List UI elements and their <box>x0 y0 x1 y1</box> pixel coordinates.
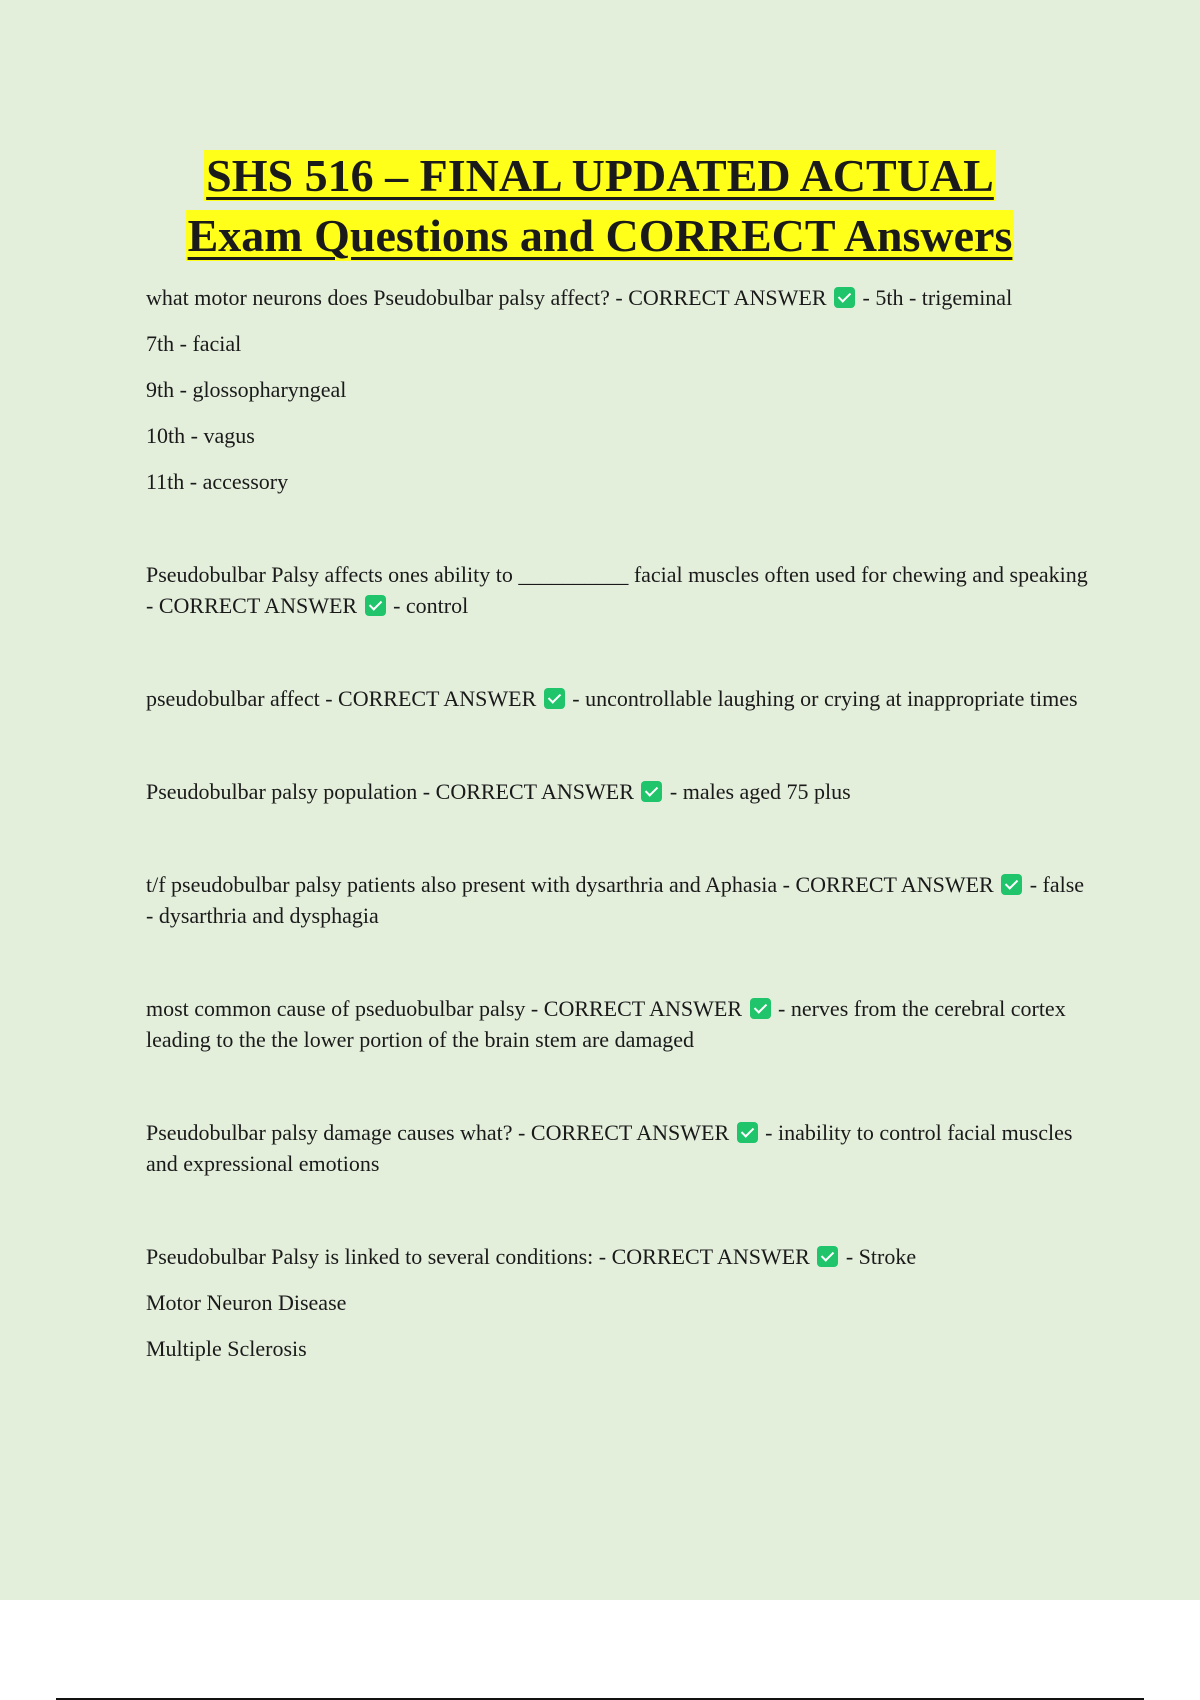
answer-label: CORRECT ANSWER <box>543 996 743 1021</box>
question-text: Pseudobulbar palsy population - <box>146 779 436 804</box>
answer-line: Multiple Sclerosis <box>146 1336 307 1361</box>
answer-text: - 5th - trigeminal <box>857 285 1013 310</box>
answer-text: - control <box>387 593 469 618</box>
green-checkmark-icon <box>737 1122 758 1143</box>
qa-item <box>146 776 1096 807</box>
title-line-2: Exam Questions and CORRECT Answers <box>187 210 1013 261</box>
question-text: pseudobulbar affect - <box>146 686 339 711</box>
question-text: most common cause of pseduobulbar palsy - <box>146 996 544 1021</box>
qa-text <box>146 282 1096 313</box>
answer-text: - uncontrollable laughing or crying at inappropriate times <box>566 686 1078 711</box>
answer-text: - nerves from the cerebral cortex leading to the the lower portion of the brain stem are damaged <box>146 996 1066 1052</box>
question-text: Pseudobulbar Palsy affects ones ability to __________ facial muscles often used for chewing and speaking - <box>146 562 1088 618</box>
qa-text <box>146 776 1096 807</box>
document-title <box>0 146 1200 266</box>
qa-list <box>146 282 1096 1378</box>
qa-item <box>146 282 1096 497</box>
question-text: what motor neurons does Pseudobulbar palsy affect? - <box>146 285 629 310</box>
qa-item <box>146 993 1096 1055</box>
qa-item <box>146 869 1096 931</box>
answer-label: CORRECT ANSWER <box>158 593 358 618</box>
question-text: Pseudobulbar palsy damage causes what? - <box>146 1120 531 1145</box>
green-checkmark-icon <box>817 1246 838 1267</box>
green-checkmark-icon <box>1001 874 1022 895</box>
qa-text <box>146 1117 1096 1179</box>
answer-label: CORRECT ANSWER <box>435 779 634 804</box>
answer-label: CORRECT ANSWER <box>795 872 994 897</box>
answer-line: 9th - glossopharyngeal <box>146 377 347 402</box>
qa-item <box>146 1241 1096 1364</box>
answer-line: 10th - vagus <box>146 423 255 448</box>
answer-label: CORRECT ANSWER <box>530 1120 730 1145</box>
answer-line: 7th - facial <box>146 331 242 356</box>
answer-label: CORRECT ANSWER <box>628 285 827 310</box>
answer-label: CORRECT ANSWER <box>338 686 537 711</box>
answer-label: CORRECT ANSWER <box>611 1244 810 1269</box>
green-checkmark-icon <box>641 781 662 802</box>
answer-text: - inability to control facial muscles and expressional emotions <box>146 1120 1073 1176</box>
answer-text: - Stroke <box>840 1244 917 1269</box>
answer-text: - males aged 75 plus <box>664 779 851 804</box>
question-text: Pseudobulbar Palsy is linked to several conditions: - <box>146 1244 612 1269</box>
qa-item <box>146 1117 1096 1179</box>
green-checkmark-icon <box>834 287 855 308</box>
qa-text <box>146 559 1096 621</box>
qa-item <box>146 559 1096 621</box>
green-checkmark-icon <box>544 688 565 709</box>
qa-item <box>146 683 1096 714</box>
qa-text <box>146 869 1096 931</box>
green-checkmark-icon <box>365 595 386 616</box>
green-checkmark-icon <box>750 998 771 1019</box>
qa-text <box>146 993 1096 1055</box>
answer-text: - false - dysarthria and dysphagia <box>146 872 1085 928</box>
answer-line: Motor Neuron Disease <box>146 1290 347 1315</box>
title-line-1: SHS 516 – FINAL UPDATED ACTUAL <box>206 150 994 201</box>
answer-line: 11th - accessory <box>146 469 289 494</box>
qa-text <box>146 683 1096 714</box>
qa-text <box>146 1241 1096 1272</box>
question-text: t/f pseudobulbar palsy patients also present with dysarthria and Aphasia - <box>146 872 796 897</box>
